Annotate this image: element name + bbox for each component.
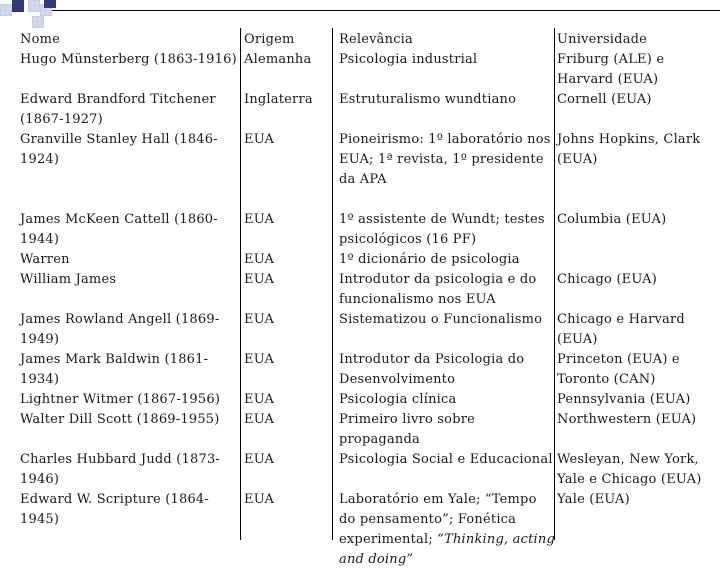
cell-relevance: Primeiro livro sobre propaganda <box>339 412 476 447</box>
cell-university: Chicago e Harvard (EUA) <box>557 312 685 347</box>
cell-relevance: 1º dicionário de psicologia <box>339 252 520 267</box>
cell-university: Pennsylvania (EUA) <box>557 392 691 407</box>
cell-relevance: Psicologia clínica <box>339 392 457 407</box>
slide-top-rule <box>52 10 720 11</box>
table-row <box>20 270 710 310</box>
header-name: Nome <box>20 32 61 47</box>
table-row <box>20 390 710 410</box>
cell-origin: EUA <box>244 252 275 267</box>
slide-corner-decoration <box>0 0 60 32</box>
cell-university: Chicago (EUA) <box>557 272 657 287</box>
relevance-text: Laboratório em Yale; “Tempo do pensamento”; Fonética experimental; <box>339 492 537 547</box>
cell-origin: EUA <box>244 392 275 407</box>
header-relevance: Relevância <box>339 32 413 47</box>
table-header-row <box>20 30 710 50</box>
table-row <box>20 50 710 90</box>
cell-university <box>557 250 710 270</box>
cell-university: Yale (EUA) <box>557 492 630 507</box>
table-row <box>20 350 710 390</box>
cell-name: James Rowland Angell (1869-1949) <box>20 312 220 347</box>
cell-name: Lightner Witmer (1867-1956) <box>20 392 221 407</box>
cell-origin: EUA <box>244 412 275 427</box>
cell-university: Johns Hopkins, Clark (EUA) <box>557 132 701 167</box>
cell-university: Princeton (EUA) e Toronto (CAN) <box>557 352 680 387</box>
cell-origin: EUA <box>244 352 275 367</box>
cell-name: James Mark Baldwin (1861-1934) <box>20 352 209 387</box>
header-university: Universidade <box>557 32 648 47</box>
cell-name: Granville Stanley Hall (1846-1924) <box>20 132 218 167</box>
cell-name: Edward W. Scripture (1864-1945) <box>20 492 209 527</box>
table-row <box>20 250 710 270</box>
cell-relevance <box>339 490 557 570</box>
cell-name: Edward Brandford Titchener (1867-1927) <box>20 92 216 127</box>
cell-origin: EUA <box>244 452 275 467</box>
header-origin: Origem <box>244 32 295 47</box>
cell-university: Columbia (EUA) <box>557 212 667 227</box>
cell-origin: EUA <box>244 312 275 327</box>
table-row <box>20 450 710 490</box>
cell-origin: Alemanha <box>244 52 312 67</box>
cell-relevance: Pioneirismo: 1º laboratório nos EUA; 1ª revista, 1º presidente da APA <box>339 132 551 187</box>
cell-name: Charles Hubbard Judd (1873-1946) <box>20 452 221 487</box>
cell-name: Warren <box>20 252 70 267</box>
cell-relevance: Sistematizou o Funcionalismo <box>339 312 543 327</box>
cell-relevance: Psicologia Social e Educacional <box>339 452 553 467</box>
cell-name: Walter Dill Scott (1869-1955) <box>20 412 220 427</box>
cell-relevance: Introdutor da Psicologia do Desenvolvimento <box>339 352 525 387</box>
cell-origin: EUA <box>244 132 275 147</box>
cell-relevance: Psicologia industrial <box>339 52 478 67</box>
cell-university: Wesleyan, New York, Yale e Chicago (EUA) <box>557 452 702 487</box>
cell-university: Cornell (EUA) <box>557 92 652 107</box>
cell-origin: EUA <box>244 272 275 287</box>
cell-name: James McKeen Cattell (1860-1944) <box>20 212 218 247</box>
table-row <box>20 490 710 570</box>
cell-university: Northwestern (EUA) <box>557 412 697 427</box>
cell-origin: EUA <box>244 492 275 507</box>
book-title-italic: “Thinking, acting and doing” <box>339 532 555 567</box>
cell-origin: EUA <box>244 212 275 227</box>
table-row <box>20 310 710 350</box>
cell-relevance: Introdutor da psicologia e do funcionalismo nos EUA <box>339 272 537 307</box>
table-row <box>20 410 710 450</box>
cell-relevance: 1º assistente de Wundt; testes psicológicos (16 PF) <box>339 212 545 247</box>
cell-relevance: Estruturalismo wundtiano <box>339 92 517 107</box>
cell-origin: Inglaterra <box>244 92 313 107</box>
cell-name: William James <box>20 272 117 287</box>
table-row <box>20 210 710 250</box>
table-row <box>20 90 710 130</box>
table-row <box>20 130 710 210</box>
cell-name: Hugo Münsterberg (1863-1916) <box>20 52 237 67</box>
cell-university: Friburg (ALE) e Harvard (EUA) <box>557 52 665 87</box>
psychologists-table <box>20 30 710 570</box>
